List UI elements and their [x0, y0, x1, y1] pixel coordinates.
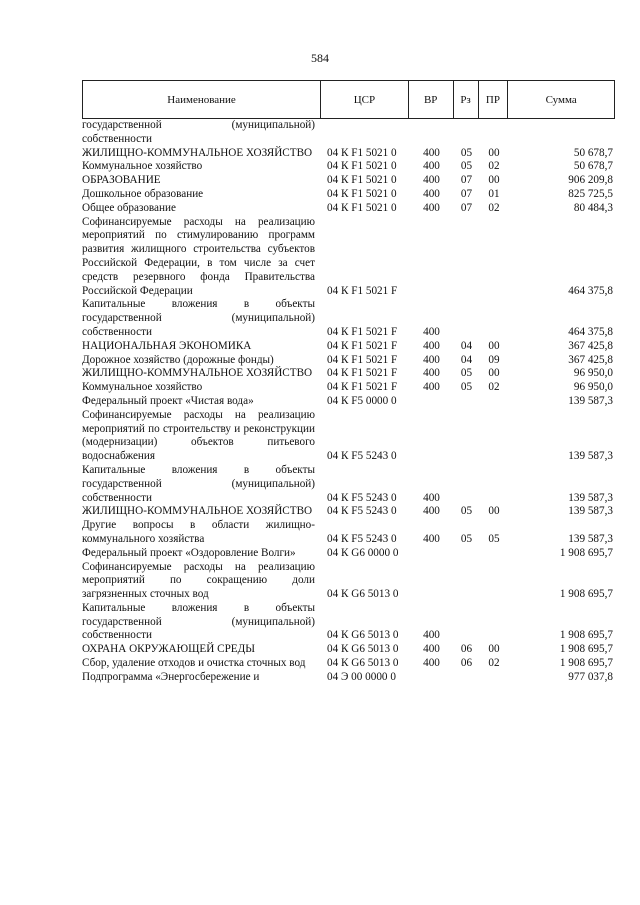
row-vr: 400 — [423, 187, 440, 200]
row-csr: 04 К F5 5243 0 — [327, 532, 397, 545]
row-rz: 05 — [460, 367, 473, 380]
header-name: Наименование — [83, 81, 321, 118]
table-row — [82, 395, 615, 409]
row-name: Другие вопросы в области жилищно-коммунального хозяйства — [82, 519, 315, 545]
row-sum: 139 587,3 — [568, 532, 613, 545]
row-sum: 1 908 695,7 — [559, 546, 613, 559]
row-pr — [479, 464, 509, 505]
row-sum: 139 587,3 — [568, 505, 613, 518]
table-row — [82, 464, 615, 505]
row-vr: 400 — [423, 657, 440, 670]
table-row — [82, 547, 615, 561]
table-row — [82, 340, 615, 354]
table-row — [82, 367, 615, 381]
row-rz: 06 — [460, 657, 473, 670]
row-sum: 139 587,3 — [568, 450, 613, 463]
row-pr — [479, 602, 509, 643]
row-csr: 04 К F5 0000 0 — [327, 394, 397, 407]
row-rz — [454, 216, 479, 299]
row-pr: 00 — [488, 174, 500, 187]
row-vr — [409, 119, 454, 147]
row-name: Федеральный проект «Оздоровление Волги» — [82, 546, 296, 559]
row-rz — [454, 298, 479, 339]
row-pr: 02 — [488, 201, 500, 214]
row-csr: 04 К F1 5021 F — [327, 284, 398, 297]
row-csr: 04 К F1 5021 0 — [327, 160, 397, 173]
row-pr: 02 — [488, 160, 500, 173]
table-row — [82, 119, 615, 147]
table-row — [82, 160, 615, 174]
row-csr: 04 К F1 5021 F — [327, 353, 398, 366]
row-name: Капитальные вложения в объекты государственной (муниципальной) собственности — [82, 463, 315, 504]
row-pr: 00 — [488, 146, 500, 159]
row-sum: 50 678,7 — [573, 146, 613, 159]
row-sum: 1 908 695,7 — [559, 657, 613, 670]
row-csr: 04 К F1 5021 F — [327, 381, 398, 394]
row-name: Федеральный проект «Чистая вода» — [82, 394, 254, 407]
row-vr: 400 — [423, 643, 440, 656]
row-sum — [509, 119, 615, 147]
row-rz: 04 — [460, 339, 473, 352]
row-rz — [454, 602, 479, 643]
row-vr: 400 — [423, 325, 440, 338]
row-vr: 400 — [423, 505, 440, 518]
row-name: ОБРАЗОВАНИЕ — [82, 174, 161, 187]
row-pr — [479, 409, 509, 464]
row-sum: 367 425,8 — [568, 339, 613, 352]
row-name: ЖИЛИЩНО-КОММУНАЛЬНОЕ ХОЗЯЙСТВО — [82, 146, 313, 159]
row-rz — [454, 547, 479, 561]
table-row — [82, 202, 615, 216]
row-name: Сбор, удаление отходов и очистка сточных вод — [82, 657, 306, 670]
table-row — [82, 298, 615, 339]
row-vr: 400 — [423, 353, 440, 366]
row-pr — [479, 119, 509, 147]
row-vr: 400 — [423, 532, 440, 545]
row-pr: 02 — [488, 657, 500, 670]
row-name: ЖИЛИЩНО-КОММУНАЛЬНОЕ ХОЗЯЙСТВО — [82, 505, 313, 518]
row-vr: 400 — [423, 491, 440, 504]
row-pr — [479, 561, 509, 602]
row-pr: 00 — [488, 339, 500, 352]
row-vr: 400 — [423, 629, 440, 642]
row-csr: 04 К F1 5021 F — [327, 339, 398, 352]
header-pr: ПР — [479, 81, 509, 118]
row-rz: 05 — [460, 146, 473, 159]
row-name: Капитальные вложения в объекты государственной (муниципальной) собственности — [82, 298, 315, 338]
header-vr: ВР — [409, 81, 454, 118]
header-sum: Сумма — [545, 93, 577, 106]
row-vr: 400 — [423, 160, 440, 173]
table-row — [82, 671, 615, 685]
row-sum: 906 209,8 — [568, 174, 613, 187]
row-name: Дошкольное образование — [82, 187, 204, 200]
row-name: Софинансируемые расходы на реализацию мероприятий по сокращению доли загрязненных сточных вод — [82, 560, 315, 601]
budget-table — [82, 80, 615, 685]
row-vr: 400 — [423, 339, 440, 352]
row-csr: 04 К F1 5021 0 — [327, 187, 397, 200]
row-csr: 04 К G6 5013 0 — [327, 657, 399, 670]
row-pr: 09 — [488, 353, 500, 366]
header-csr: ЦСР — [321, 81, 409, 118]
row-csr — [321, 119, 409, 147]
row-vr — [409, 671, 454, 685]
row-pr — [479, 671, 509, 685]
row-pr — [479, 216, 509, 299]
row-rz: 07 — [460, 174, 473, 187]
row-sum: 1 908 695,7 — [559, 629, 613, 642]
table-row — [82, 561, 615, 602]
row-name: Коммунальное хозяйство — [82, 160, 203, 173]
table-row — [82, 381, 615, 395]
row-vr — [409, 547, 454, 561]
row-name: Софинансируемые расходы на реализацию мероприятий по стимулированию программ развития жилищного строительства субъектов Российской Федерации, в том числе за счет средств резервного фонда Правительства Российской Федерации — [82, 215, 315, 297]
row-pr: 01 — [488, 187, 500, 200]
row-vr: 400 — [423, 174, 440, 187]
row-sum: 464 375,8 — [568, 325, 613, 338]
row-sum: 50 678,7 — [573, 160, 613, 173]
row-rz: 05 — [460, 381, 473, 394]
row-csr: 04 К F5 5243 0 — [327, 505, 397, 518]
row-sum: 96 950,0 — [573, 381, 613, 394]
table-row — [82, 602, 615, 643]
row-vr — [409, 409, 454, 464]
row-rz — [454, 409, 479, 464]
row-csr: 04 К F1 5021 0 — [327, 174, 397, 187]
row-sum: 80 484,3 — [573, 201, 613, 214]
row-name: Дорожное хозяйство (дорожные фонды) — [82, 353, 274, 366]
row-csr: 04 К G6 5013 0 — [327, 629, 399, 642]
row-name: Подпрограмма «Энергосбережение и — [82, 670, 260, 683]
row-rz — [454, 464, 479, 505]
row-vr — [409, 561, 454, 602]
row-vr — [409, 395, 454, 409]
row-name: НАЦИОНАЛЬНАЯ ЭКОНОМИКА — [82, 339, 252, 352]
row-vr — [409, 216, 454, 299]
row-sum: 96 950,0 — [573, 367, 613, 380]
row-sum: 977 037,8 — [568, 670, 613, 683]
row-csr: 04 К G6 5013 0 — [327, 643, 399, 656]
table-row — [82, 409, 615, 464]
row-sum: 139 587,3 — [568, 394, 613, 407]
row-sum: 464 375,8 — [568, 284, 613, 297]
row-csr: 04 К F5 5243 0 — [327, 491, 397, 504]
row-vr: 400 — [423, 381, 440, 394]
row-name: ОХРАНА ОКРУЖАЮЩЕЙ СРЕДЫ — [82, 643, 256, 656]
table-row — [82, 216, 615, 299]
table-body — [82, 119, 615, 685]
row-csr: 04 К G6 0000 0 — [327, 546, 399, 559]
row-pr — [479, 395, 509, 409]
row-name: Софинансируемые расходы на реализацию мероприятий по строительству и реконструкции (модернизации) объектов питьевого водоснабжения — [82, 408, 315, 463]
table-row — [82, 174, 615, 188]
row-pr: 00 — [488, 505, 500, 518]
table-row — [82, 643, 615, 657]
table-row — [82, 657, 615, 671]
row-rz: 07 — [460, 187, 473, 200]
row-rz: 05 — [460, 505, 473, 518]
row-sum: 367 425,8 — [568, 353, 613, 366]
row-rz: 06 — [460, 643, 473, 656]
page-number: 584 — [311, 51, 329, 65]
row-sum: 139 587,3 — [568, 491, 613, 504]
row-rz — [454, 119, 479, 147]
row-sum: 1 908 695,7 — [559, 588, 613, 601]
row-name: ЖИЛИЩНО-КОММУНАЛЬНОЕ ХОЗЯЙСТВО — [82, 367, 313, 380]
row-rz: 07 — [460, 201, 473, 214]
row-csr: 04 К F1 5021 F — [327, 367, 398, 380]
row-csr: 04 К F5 5243 0 — [327, 450, 397, 463]
row-csr: 04 Э 00 0000 0 — [327, 670, 396, 683]
table-row — [82, 188, 615, 202]
row-pr — [479, 547, 509, 561]
table-header — [82, 80, 615, 119]
row-pr: 00 — [488, 643, 500, 656]
row-csr: 04 К F1 5021 F — [327, 325, 398, 338]
row-rz: 04 — [460, 353, 473, 366]
row-vr: 400 — [423, 201, 440, 214]
table-row — [82, 519, 615, 547]
row-rz — [454, 395, 479, 409]
row-csr: 04 К F1 5021 0 — [327, 201, 397, 214]
table-row — [82, 147, 615, 161]
row-rz: 05 — [460, 160, 473, 173]
row-vr: 400 — [423, 146, 440, 159]
row-rz — [454, 671, 479, 685]
row-name: Общее образование — [82, 201, 176, 214]
table-row — [82, 505, 615, 519]
row-csr: 04 К G6 5013 0 — [327, 588, 399, 601]
row-sum: 1 908 695,7 — [559, 643, 613, 656]
row-rz — [454, 561, 479, 602]
row-rz: 05 — [460, 532, 473, 545]
table-row — [82, 354, 615, 368]
row-name: Коммунальное хозяйство — [82, 381, 203, 394]
row-name: Капитальные вложения в объекты государственной (муниципальной) собственности — [82, 601, 315, 642]
row-pr: 00 — [488, 367, 500, 380]
row-pr: 02 — [488, 381, 500, 394]
row-pr: 05 — [488, 532, 500, 545]
row-sum: 825 725,5 — [568, 187, 613, 200]
row-pr — [479, 298, 509, 339]
row-csr: 04 К F1 5021 0 — [327, 146, 397, 159]
row-vr: 400 — [423, 367, 440, 380]
header-rz: Рз — [454, 81, 479, 118]
row-name: государственной (муниципальной) собственности — [82, 119, 315, 145]
